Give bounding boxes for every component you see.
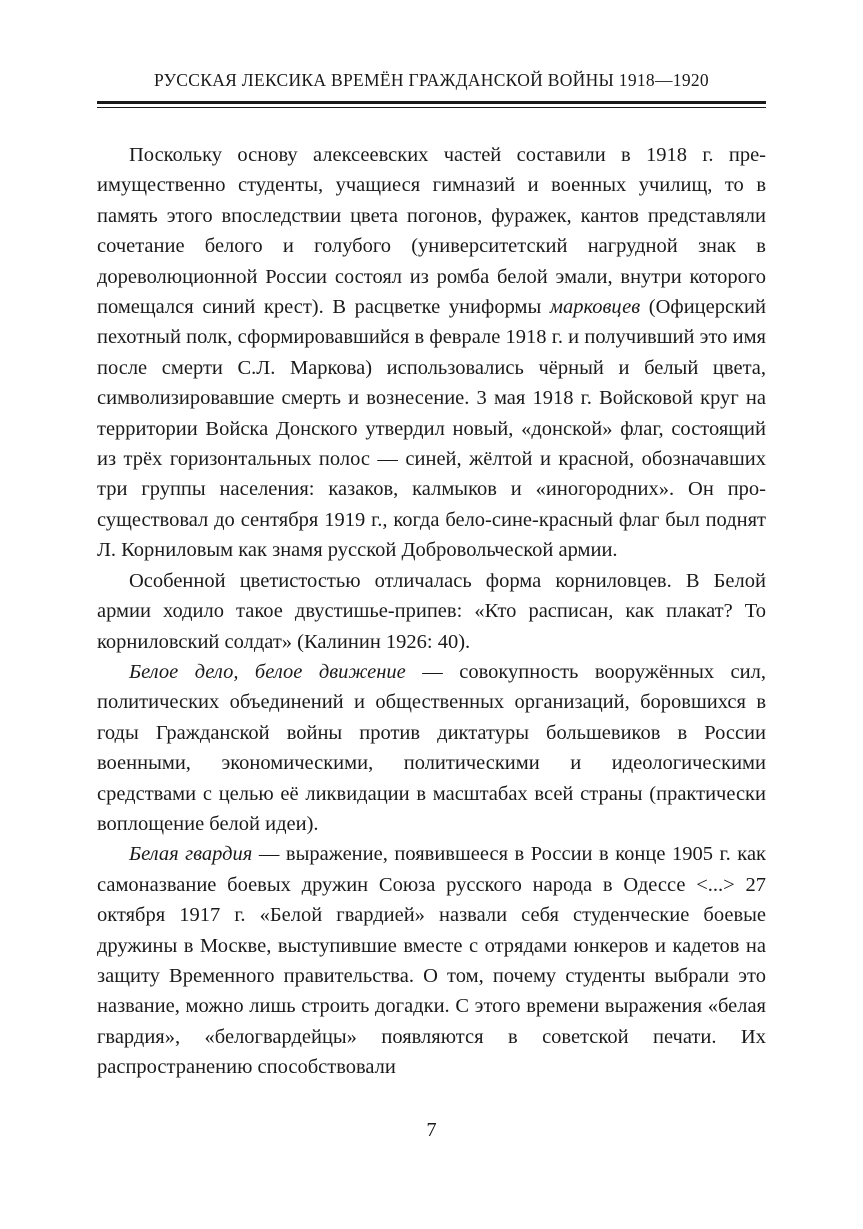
entry-term: Белое дело, белое движение <box>129 660 406 683</box>
header-rule-thin <box>97 107 766 108</box>
term-markovtsy: марковцев <box>549 296 641 319</box>
paragraph-kornilovtsy <box>97 566 766 657</box>
page-body <box>97 140 766 1083</box>
entry-term: Белая гвардия <box>129 843 253 866</box>
paragraph-text: Особенной цветистостью отличалась форма корниловцев. В Белой армии ходило такое двустишье-припев: «Кто расписан, как плакат? То корниловский солдат» (Калинин 1926: 40). <box>97 569 766 653</box>
paragraph-alekseevtsy <box>97 140 766 566</box>
paragraph-text: (Офицерский пехотный полк, сформировавшийся в феврале 1918 г. и получивший это имя после смерти С.Л. Маркова) использовались чёрный и белый цвета, символизировавшие смерть и вознесение. 3 мая 1918 г. Войсковой круг на территории Войска Донского утвердил новый, «донской» флаг, состоящий из трёх горизонтальных полос — синей, жёлтой и красной, обозначавших три группы населения: казаков, калмыков и «иногородних». Он просуществовал до сентября 1919 г., когда бело-сине-красный флаг был поднят Л. Корниловым как знамя русской Добровольческой армии. <box>97 296 766 562</box>
entry-belaya-gvardiya <box>97 839 766 1082</box>
entry-definition: — совокупность вооружённых сил, политических объединений и общественных организаций, боровшихся в годы Гражданской войны против диктатуры большевиков в России военными, экономическими, политическими и идеологическими средствами с целью её ликвидации в масштабах всей страны (практически воплощение белой идеи). <box>97 660 766 835</box>
entry-beloe-delo <box>97 657 766 839</box>
header-rule-thick <box>97 101 766 104</box>
running-header: РУССКАЯ ЛЕКСИКА ВРЕМЁН ГРАЖДАНСКОЙ ВОЙНЫ 1918—1920 <box>154 70 709 90</box>
page-number: 7 <box>426 1119 437 1141</box>
paragraph-text: Поскольку основу алексеевских частей составили в 1918 г. преимущественно студенты, учащиеся гимназий и военных училищ, то в память этого впоследствии цвета погонов, фуражек, кантов представляли сочетание белого и голубого (университетский нагрудной знак в дореволюционной России состоял из ромба белой эмали, внутри которого помещался синий крест). В расцветке униформы <box>97 144 766 319</box>
entry-definition: — выражение, появившееся в России в конце 1905 г. как самоназвание боевых дружин Союза русского народа в Одессе <...> 27 октября 1917 г. «Белой гвардией» назвали себя студенческие боевые дружины в Москве, выступившие вместе с отрядами юнкеров и кадетов на защиту Временного правительства. О том, почему студенты выбрали это название, можно лишь строить догадки. С этого времени выражения «белая гвардия», «белогвардейцы» появляются в советской печати. Их распространению способствовали <box>97 843 766 1079</box>
